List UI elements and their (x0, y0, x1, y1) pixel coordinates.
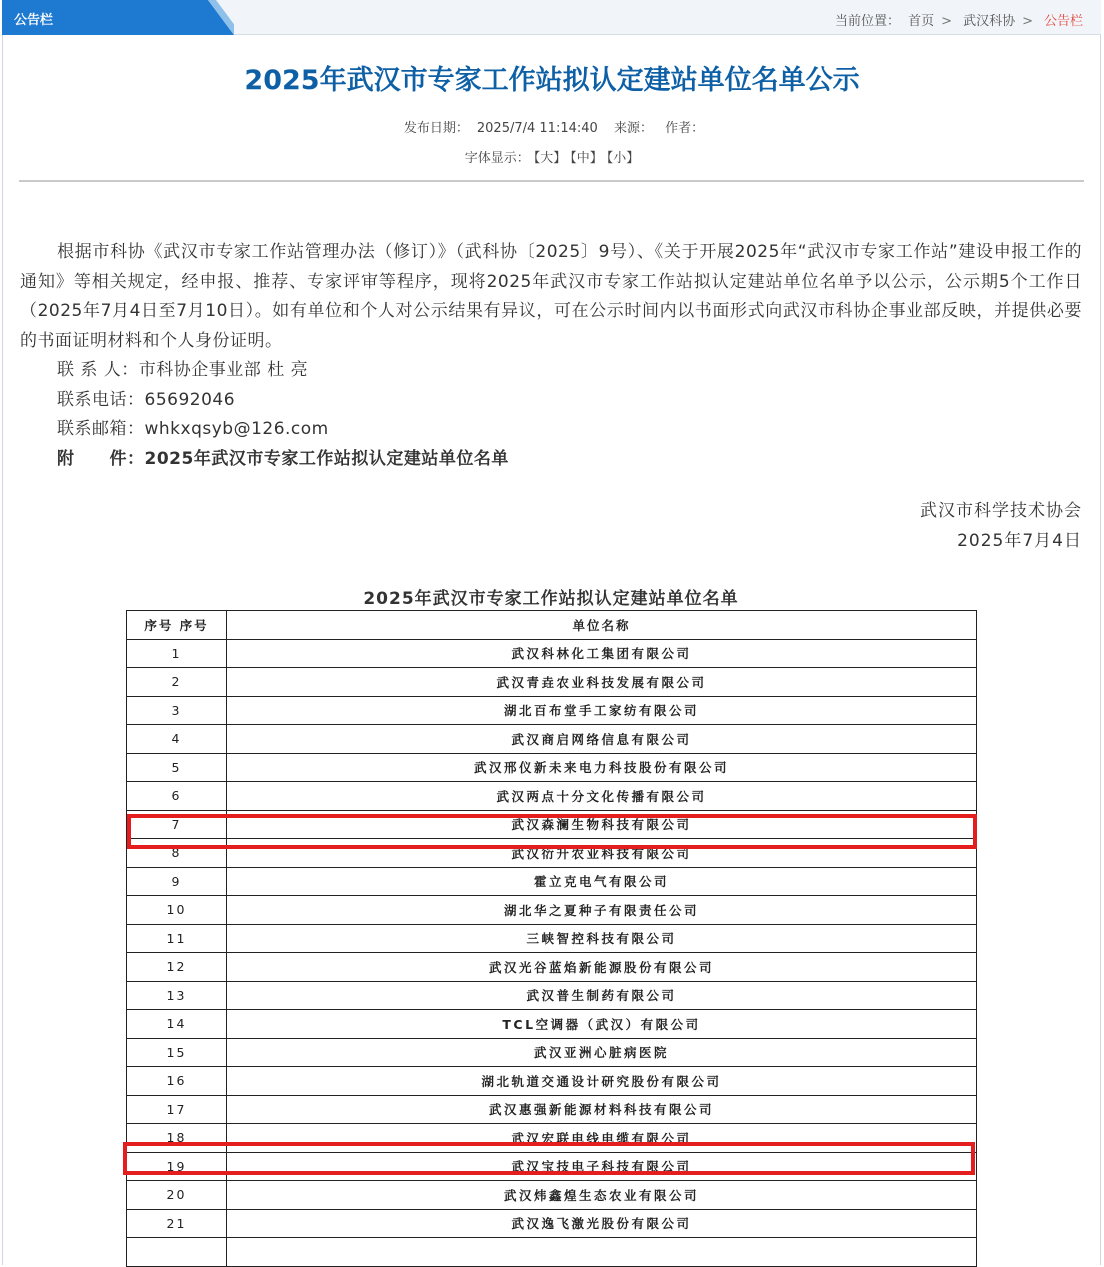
row-number: 4 (127, 725, 227, 754)
article-body (20, 238, 1082, 474)
table-row (127, 639, 977, 668)
attachment-line[interactable]: 附 件：2025年武汉市专家工作站拟认定建站单位名单 (57, 448, 509, 469)
row-unit-name: 武汉宏联电线电缆有限公司 (227, 1124, 977, 1153)
table-row (127, 1095, 977, 1124)
font-size-label: 字体显示： (464, 151, 530, 166)
table-title: 2025年武汉市专家工作站拟认定建站单位名单 (363, 589, 739, 609)
row-number: 1 (127, 639, 227, 668)
row-unit-name: 霍立克电气有限公司 (227, 867, 977, 896)
table-row (127, 1181, 977, 1210)
row-unit-name: 武汉青垚农业科技发展有限公司 (227, 668, 977, 697)
row-unit-name: 武汉逸飞激光股份有限公司 (227, 1209, 977, 1238)
header-unit-name: 单位名称 (227, 611, 977, 640)
table-row (127, 1067, 977, 1096)
signature-org: 武汉市科学技术协会 (920, 501, 1082, 521)
row-unit-name: 武汉衍升农业科技有限公司 (227, 839, 977, 868)
row-unit-name: 武汉亚洲心脏病医院 (227, 1038, 977, 1067)
row-number: 16 (127, 1067, 227, 1096)
row-unit-name: 湖北华之夏种子有限责任公司 (227, 896, 977, 925)
highlight-box-row-18 (123, 1142, 975, 1175)
row-number: 2 (127, 668, 227, 697)
row-number: 13 (127, 981, 227, 1010)
header-number: 序号 序号 (127, 611, 227, 640)
top-bar (2, 0, 1101, 35)
table-row (127, 1038, 977, 1067)
table-row (127, 896, 977, 925)
row-number: 19 (127, 1152, 227, 1181)
row-number: 21 (127, 1209, 227, 1238)
row-unit-name: 武汉科林化工集团有限公司 (227, 639, 977, 668)
row-number: 15 (127, 1038, 227, 1067)
row-unit-name: 武汉光谷蓝焰新能源股份有限公司 (227, 953, 977, 982)
author-label: 作者： (665, 121, 705, 136)
font-large-link[interactable]: 【大】 (533, 151, 567, 166)
breadcrumb (831, 10, 1083, 29)
row-unit-name: 湖北百布堂手工家纺有限公司 (227, 696, 977, 725)
row-unit-name (227, 1238, 977, 1267)
row-unit-name: 武汉商启网络信息有限公司 (227, 725, 977, 754)
table-row (127, 696, 977, 725)
row-number: 9 (127, 867, 227, 896)
breadcrumb-home[interactable]: 首页 (908, 14, 935, 29)
breadcrumb-prefix: 当前位置： (834, 14, 900, 29)
row-unit-name: 武汉炜鑫煌生态农业有限公司 (227, 1181, 977, 1210)
row-number: 11 (127, 924, 227, 953)
row-unit-name: 湖北轨道交通设计研究股份有限公司 (227, 1067, 977, 1096)
breadcrumb-kexie[interactable]: 武汉科协 (963, 14, 1016, 29)
signature-date: 2025年7月4日 (957, 530, 1082, 551)
breadcrumb-current[interactable]: 公告栏 (1043, 14, 1083, 29)
row-number: 10 (127, 896, 227, 925)
notice-tab[interactable] (2, 0, 234, 35)
breadcrumb-separator: > (1022, 14, 1033, 29)
row-number (127, 1238, 227, 1267)
contact-phone: 联系电话：65692046 (57, 389, 236, 410)
tab-label: 公告栏 (14, 13, 54, 28)
table-row (127, 1209, 977, 1238)
table-row (127, 1238, 977, 1267)
table-row (127, 1010, 977, 1039)
row-number: 12 (127, 953, 227, 982)
row-number: 20 (127, 1181, 227, 1210)
highlight-box-row-7 (127, 814, 977, 849)
source-label: 来源： (613, 121, 653, 136)
row-number: 8 (127, 839, 227, 868)
table-row (127, 668, 977, 697)
table-row (127, 924, 977, 953)
table-row (127, 782, 977, 811)
font-small-link[interactable]: 【小】 (606, 151, 640, 166)
row-number: 6 (127, 782, 227, 811)
page-title: 2025年武汉市专家工作站拟认定建站单位名单公示 (244, 65, 860, 96)
row-unit-name: 武汉森澜生物科技有限公司 (227, 810, 977, 839)
row-number: 7 (127, 810, 227, 839)
row-number: 5 (127, 753, 227, 782)
row-unit-name: TCL空调器（武汉）有限公司 (227, 1010, 977, 1039)
table-row (127, 867, 977, 896)
row-number: 18 (127, 1124, 227, 1153)
table-row (127, 753, 977, 782)
row-number: 17 (127, 1095, 227, 1124)
table-row (127, 953, 977, 982)
row-unit-name: 武汉惠强新能源材料科技有限公司 (227, 1095, 977, 1124)
signature (920, 497, 1082, 556)
table-header-row (127, 611, 977, 640)
intro-paragraph: 根据市科协《武汉市专家工作站管理办法（修订）》（武科协〔2025〕9号）、《关于开展2025年“武汉市专家工作站”建设申报工作的通知》等相关规定，经申报、推荐、专家评审等程序，现将2025年武汉市专家工作站拟认定建站单位名单予以公示，公示期5个工作日（2025年7月4日至7月10日）。如有单位和个人对公示结果有异议，可在公示时间内以书面形式向武汉市科协企事业部反映，并提供必要的书面证明材料和个人身份证明。 (20, 242, 1082, 351)
article-meta (0, 117, 1104, 136)
contact-email: 联系邮箱：whkxqsyb@126.com (57, 419, 329, 439)
publish-date: 发布日期： 2025/7/4 11:14:40 (403, 121, 598, 136)
font-medium-link[interactable]: 【中】 (570, 151, 603, 166)
table-row (127, 981, 977, 1010)
table-row (127, 725, 977, 754)
divider (19, 180, 1084, 182)
row-unit-name: 武汉邢仪新未来电力科技股份有限公司 (227, 753, 977, 782)
row-number: 14 (127, 1010, 227, 1039)
contact-person: 联 系 人：市科协企事业部 杜 亮 (57, 360, 309, 380)
row-unit-name: 武汉宝技电子科技有限公司 (227, 1152, 977, 1181)
font-size-controls (0, 147, 1104, 166)
row-unit-name: 武汉普生制药有限公司 (227, 981, 977, 1010)
breadcrumb-separator: > (941, 14, 953, 29)
row-unit-name: 武汉两点十分文化传播有限公司 (227, 782, 977, 811)
row-unit-name: 三峡智控科技有限公司 (227, 924, 977, 953)
row-number: 3 (127, 696, 227, 725)
